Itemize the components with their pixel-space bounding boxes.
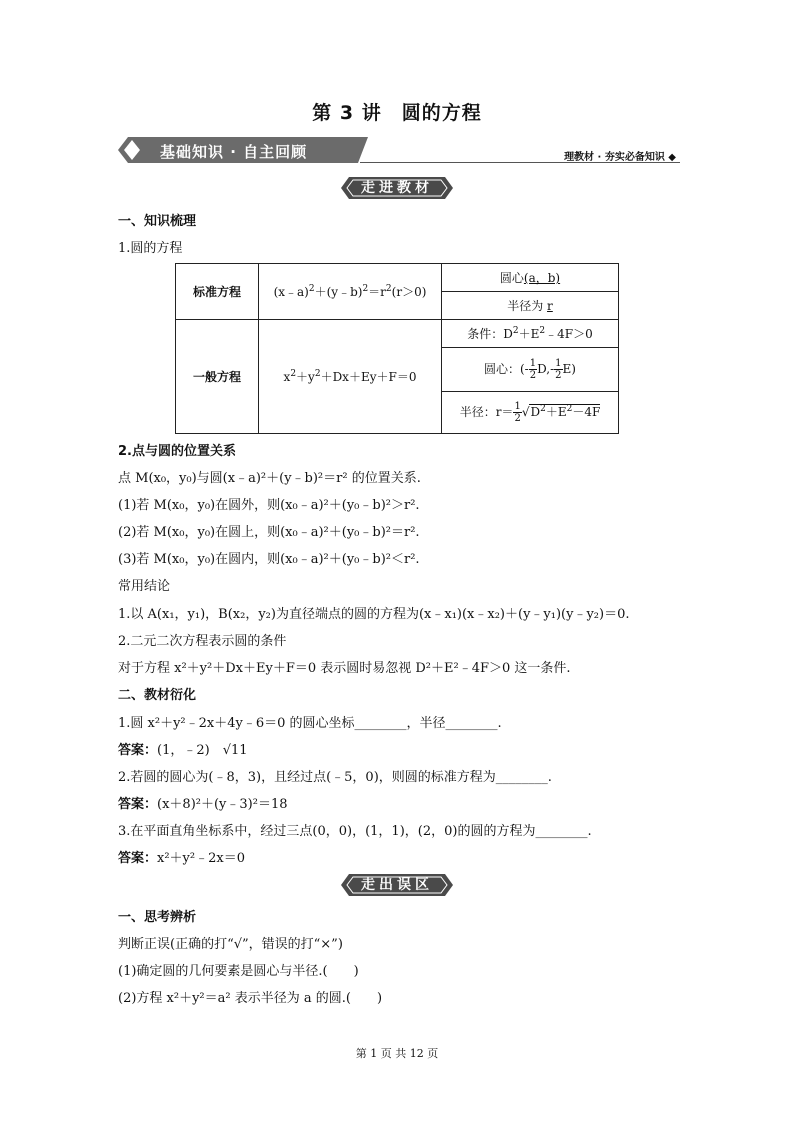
question-2: 2.若圆的圆心为(﹣8，3)，且经过点(﹣5，0)，则圆的标准方程为________.	[118, 770, 552, 785]
position-item-2: (2)若 M(x₀，y₀)在圆上，则(x₀﹣a)²＋(y₀﹣b)²＝r².	[118, 525, 420, 540]
equation-table	[175, 263, 619, 434]
heading-knowledge: 一、知识梳理	[118, 214, 197, 229]
banner-title: 基础知识 · 自主回顾	[160, 143, 308, 161]
position-item-3: (3)若 M(x₀，y₀)在圆内，则(x₀﹣a)²＋(y₀﹣b)²＜r².	[118, 552, 420, 567]
common-item-3: 对于方程 x²＋y²＋Dx＋Ey＋F＝0 表示圆时易忽视 D²＋E²﹣4F＞0 这一条件.	[118, 661, 571, 676]
page-footer: 第 1 页 共 12 页	[355, 1047, 439, 1060]
cell-standard-center: 圆心(a，b)	[442, 264, 619, 292]
banner-subtitle: 理教材 · 夯实必备知识 ◆	[564, 152, 676, 163]
cell-general-label: 一般方程	[176, 320, 259, 434]
subheading-position: 2.点与圆的位置关系	[118, 444, 236, 459]
cell-general-center: 圆心：(- $\frac{1}{2}$ D,- $\frac{1}{2}$ E)	[442, 348, 619, 392]
cell-general-formula: $x^2+y^2+Dx+Ey+F=0$	[259, 320, 442, 434]
page-title: 第 3 讲 圆的方程	[312, 102, 482, 124]
cell-general-radius: 半径：r＝ $\frac{1}{2}$ $√D^2+E^2-4F$	[442, 392, 619, 434]
section-badge-label-2: 走出误区	[361, 877, 433, 893]
cell-standard-radius: 半径为 r	[442, 292, 619, 320]
heading-thinking: 一、思考辨析	[118, 910, 197, 925]
subheading-equation: 1.圆的方程	[118, 241, 183, 256]
answer-2: 答案：(x＋8)²＋(y﹣3)²＝18	[118, 797, 288, 812]
position-intro: 点 M(x₀，y₀)与圆(x﹣a)²＋(y﹣b)²＝r² 的位置关系.	[118, 471, 421, 486]
section-badge-label: 走进教材	[361, 180, 433, 196]
judge-intro: 判断正误(正确的打“√”，错误的打“×”)	[118, 937, 343, 952]
cell-standard-formula: $(x﹣a)^2+(y﹣b)^2=r^2(r>0)$	[259, 264, 442, 320]
cell-standard-label: 标准方程	[176, 264, 259, 320]
cell-general-condition: 条件：$D^2+E^2﹣4F>0$	[442, 320, 619, 348]
heading-textbook: 二、教材衍化	[118, 688, 197, 703]
answer-1: 答案：(1，﹣2) √11	[118, 743, 248, 758]
question-3: 3.在平面直角坐标系中，经过三点(0，0)，(1，1)，(2，0)的圆的方程为________.	[118, 824, 592, 839]
position-item-1: (1)若 M(x₀，y₀)在圆外，则(x₀﹣a)²＋(y₀﹣b)²＞r².	[118, 498, 420, 513]
answer-3: 答案：x²＋y²﹣2x＝0	[118, 851, 245, 866]
judge-item-1: (1)确定圆的几何要素是圆心与半径.( )	[118, 964, 359, 979]
common-item-1: 1.以 A(x₁，y₁)，B(x₂，y₂)为直径端点的圆的方程为(x﹣x₁)(x﹣x₂)＋(y﹣y₁)(y﹣y₂)＝0.	[118, 607, 630, 622]
common-item-2: 2.二元二次方程表示圆的条件	[118, 634, 287, 649]
question-1: 1.圆 x²＋y²﹣2x＋4y﹣6＝0 的圆心坐标________，半径________.	[118, 716, 502, 731]
common-heading: 常用结论	[118, 579, 171, 594]
judge-item-2: (2)方程 x²＋y²＝a² 表示半径为 a 的圆.( )	[118, 991, 383, 1006]
